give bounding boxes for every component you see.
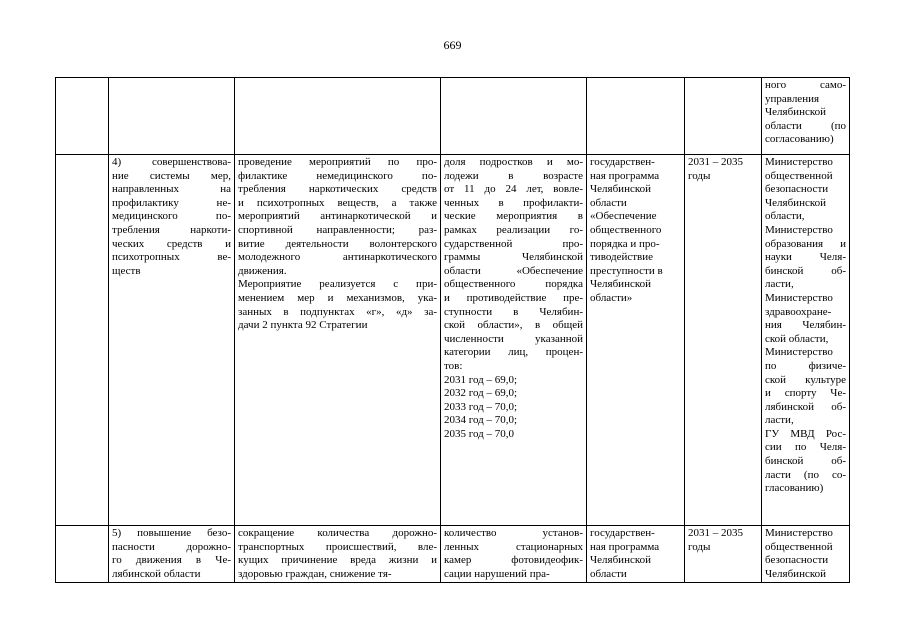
- cell-line: 4) совершенствова-: [112, 156, 231, 168]
- cell-indicator: [441, 78, 587, 155]
- cell-line: бинской об-: [765, 264, 846, 277]
- cell-line: сокращение количества дорожно-: [238, 527, 437, 539]
- cell-line: Министерство: [765, 291, 833, 304]
- cell-line: сации нарушений пра-: [444, 567, 550, 580]
- cell-program: [587, 78, 685, 155]
- cell-line: ная программа: [590, 540, 660, 553]
- cell-line: общественной: [765, 540, 833, 553]
- cell-line: ществ: [112, 264, 141, 277]
- cell-program: [587, 155, 685, 526]
- cell-line: спортивной направленности; раз-: [238, 223, 437, 236]
- cell-line: ской области,: [765, 332, 829, 345]
- cell-period: [685, 78, 762, 155]
- cell-line: безопасности: [765, 183, 829, 196]
- cell-num: [56, 155, 109, 526]
- cell-line: 2031 – 2035: [688, 527, 743, 539]
- table-row: [56, 155, 850, 526]
- cell-line: годы: [688, 169, 711, 182]
- cell-line: движения.: [238, 264, 287, 277]
- cell-line: и противодействие пре-: [444, 291, 583, 304]
- cell-line: 2033 год – 70,0;: [444, 400, 518, 413]
- cell-line: 2034 год – 70,0;: [444, 414, 518, 427]
- cell-task: [109, 78, 235, 155]
- cell-line: ступности в Челябин-: [444, 305, 583, 318]
- cell-line: области,: [765, 210, 805, 223]
- cell-line: граммы Челябинской: [444, 251, 583, 264]
- cell-line: ГУ МВД Рос-: [765, 427, 846, 440]
- cell-line: области: [590, 196, 627, 209]
- cell-line: общественной: [765, 169, 833, 182]
- cell-program: [587, 526, 685, 583]
- cell-line: ческие мероприятия в: [444, 210, 583, 223]
- cell-measures: [235, 78, 441, 155]
- measures-table: [55, 77, 850, 583]
- cell-line: Министерство: [765, 346, 833, 359]
- cell-line: гласованию): [765, 482, 824, 495]
- cell-line: области «Обеспечение: [444, 264, 583, 277]
- cell-line: требления наркотических средств: [238, 183, 437, 196]
- cell-line: ченных в профилакти-: [444, 196, 583, 209]
- cell-line: Челябинской: [765, 106, 827, 119]
- cell-line: 2035 год – 70,0: [444, 427, 515, 440]
- cell-line: 2032 год – 69,0;: [444, 387, 518, 400]
- cell-line: кущих причинение вреда жизни и: [238, 554, 437, 567]
- cell-line: лябинской области: [112, 567, 201, 580]
- cell-line: 5) повышение безо-: [112, 527, 231, 539]
- cell-line: молодежного антинаркотического: [238, 251, 437, 264]
- cell-line: науки Челя-: [765, 251, 846, 264]
- cell-line: государствен-: [590, 156, 655, 168]
- cell-line: 2031 – 2035: [688, 156, 743, 168]
- cell-line: 2031 год – 69,0;: [444, 373, 518, 386]
- cell-line: требления наркоти-: [112, 223, 231, 236]
- cell-measures: [235, 526, 441, 583]
- cell-line: порядка и про-: [590, 237, 660, 250]
- cell-line: общественного: [590, 223, 662, 236]
- cell-line: го движения в Че-: [112, 554, 231, 567]
- cell-line: ской культуре: [765, 373, 846, 386]
- cell-task: [109, 526, 235, 583]
- cell-line: лодежи в возрасте: [444, 169, 583, 182]
- cell-measures: [235, 155, 441, 526]
- cell-line: Министерство: [765, 527, 833, 539]
- cell-line: ласти,: [765, 414, 794, 427]
- cell-line: Челябинской: [765, 196, 827, 209]
- cell-line: согласованию): [765, 133, 834, 146]
- cell-line: общественного порядка: [444, 278, 583, 291]
- cell-line: доля подростков и мо-: [444, 156, 583, 168]
- cell-line: пасности дорожно-: [112, 540, 231, 553]
- cell-line: дачи 2 пункта 92 Стратегии: [238, 319, 368, 332]
- cell-line: сударственной про-: [444, 237, 583, 250]
- cell-line: ние системы мер,: [112, 169, 231, 182]
- table-row: [56, 78, 850, 155]
- cell-line: области: [590, 567, 627, 580]
- cell-line: ния Челябин-: [765, 319, 846, 332]
- cell-line: управления: [765, 92, 820, 105]
- cell-line: ласти (по со-: [765, 468, 846, 481]
- cell-line: менением мер и механизмов, ука-: [238, 291, 437, 304]
- cell-line: витие деятельности волонтерского: [238, 237, 437, 250]
- cell-period: [685, 155, 762, 526]
- cell-line: профилактику не-: [112, 196, 231, 209]
- cell-line: занных в подпунктах «г», «д» за-: [238, 305, 437, 318]
- cell-responsible: [762, 78, 850, 155]
- cell-line: Челябинской: [590, 554, 652, 567]
- cell-line: ленных стационарных: [444, 540, 583, 553]
- cell-line: по физиче-: [765, 359, 846, 372]
- cell-line: Мероприятие реализуется с при-: [238, 278, 437, 291]
- cell-line: здравоохране-: [765, 305, 832, 318]
- cell-line: тов:: [444, 359, 463, 372]
- cell-line: тиводействие: [590, 251, 654, 264]
- cell-line: годы: [688, 540, 711, 553]
- cell-num: [56, 526, 109, 583]
- cell-line: «Обеспечение: [590, 210, 657, 223]
- cell-line: ного само-: [765, 79, 846, 91]
- cell-line: здоровью граждан, снижение тя-: [238, 567, 392, 580]
- cell-line: лябинской об-: [765, 400, 846, 413]
- cell-line: ная программа: [590, 169, 660, 182]
- cell-line: ческих средств и: [112, 237, 231, 250]
- cell-line: Министерство: [765, 156, 833, 168]
- cell-line: государствен-: [590, 527, 655, 539]
- cell-line: направленных на: [112, 183, 231, 196]
- cell-line: области»: [590, 291, 633, 304]
- cell-line: Министерство: [765, 223, 833, 236]
- cell-line: сии по Челя-: [765, 441, 846, 454]
- cell-line: филактике немедицинского по-: [238, 169, 437, 182]
- cell-line: категории лиц, процен-: [444, 346, 583, 359]
- cell-line: ласти,: [765, 278, 794, 291]
- cell-line: и психотропных веществ, а также: [238, 196, 437, 209]
- page-number: 669: [443, 38, 462, 52]
- table-row: [56, 526, 850, 583]
- cell-line: камер фотовидеофик-: [444, 554, 583, 567]
- cell-responsible: [762, 526, 850, 583]
- cell-period: [685, 526, 762, 583]
- cell-line: ской области», в общей: [444, 319, 583, 332]
- cell-task: [109, 155, 235, 526]
- cell-line: психотропных ве-: [112, 251, 231, 264]
- cell-line: от 11 до 24 лет, вовле-: [444, 183, 583, 196]
- cell-line: проведение мероприятий по про-: [238, 156, 437, 168]
- cell-line: мероприятий антинаркотической и: [238, 210, 437, 223]
- cell-line: медицинского по-: [112, 210, 231, 223]
- cell-line: образования и: [765, 237, 846, 250]
- cell-num: [56, 78, 109, 155]
- cell-line: области (по: [765, 119, 846, 132]
- cell-line: бинской об-: [765, 455, 846, 468]
- cell-line: преступности в: [590, 264, 663, 277]
- cell-line: Челябинской: [590, 278, 652, 291]
- cell-indicator: [441, 155, 587, 526]
- cell-line: безопасности: [765, 554, 829, 567]
- cell-line: и спорту Че-: [765, 387, 846, 400]
- cell-line: рамках реализации го-: [444, 223, 583, 236]
- cell-indicator: [441, 526, 587, 583]
- cell-line: Челябинской: [765, 567, 827, 580]
- cell-line: численности указанной: [444, 332, 583, 345]
- cell-responsible: [762, 155, 850, 526]
- cell-line: транспортных происшествий, вле-: [238, 540, 437, 553]
- cell-line: количество установ-: [444, 527, 583, 539]
- cell-line: Челябинской: [590, 183, 652, 196]
